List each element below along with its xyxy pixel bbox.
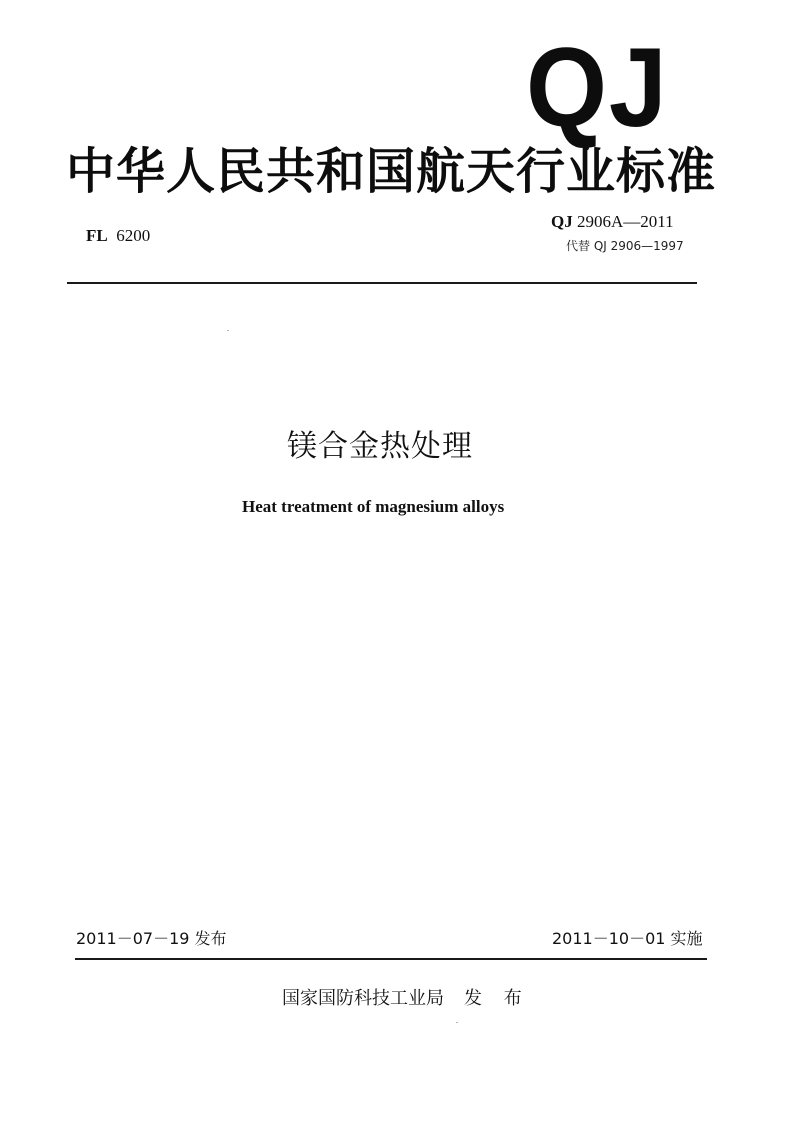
scan-speck [227, 330, 229, 331]
classification-number: 6200 [116, 226, 151, 245]
scan-speck [456, 1022, 458, 1023]
document-title-chinese: 镁合金热处理 [287, 429, 473, 464]
header-divider [67, 282, 697, 284]
standard-number-value: 2906A—2011 [576, 212, 674, 231]
issuer-name: 国家国防科技工业局 [282, 988, 444, 1009]
standard-category-title: 中华人民共和国航天行业标准 [66, 143, 717, 200]
document-title-english: Heat treatment of magnesium alloys [242, 497, 505, 516]
issuing-authority [282, 986, 530, 1012]
footer-divider [75, 958, 707, 960]
qj-logo: QJ [526, 25, 669, 150]
issue-action: 发 布 [464, 988, 530, 1009]
classification-code [86, 226, 150, 246]
classification-prefix: FL [86, 226, 108, 245]
effective-date: 2011－10－01 实施 [552, 929, 703, 948]
standard-number-prefix: QJ [551, 212, 573, 231]
replaces-standard: 代替 QJ 2906—1997 [566, 239, 684, 253]
standard-number [551, 212, 674, 232]
publish-date: 2011－07－19 发布 [76, 929, 227, 948]
